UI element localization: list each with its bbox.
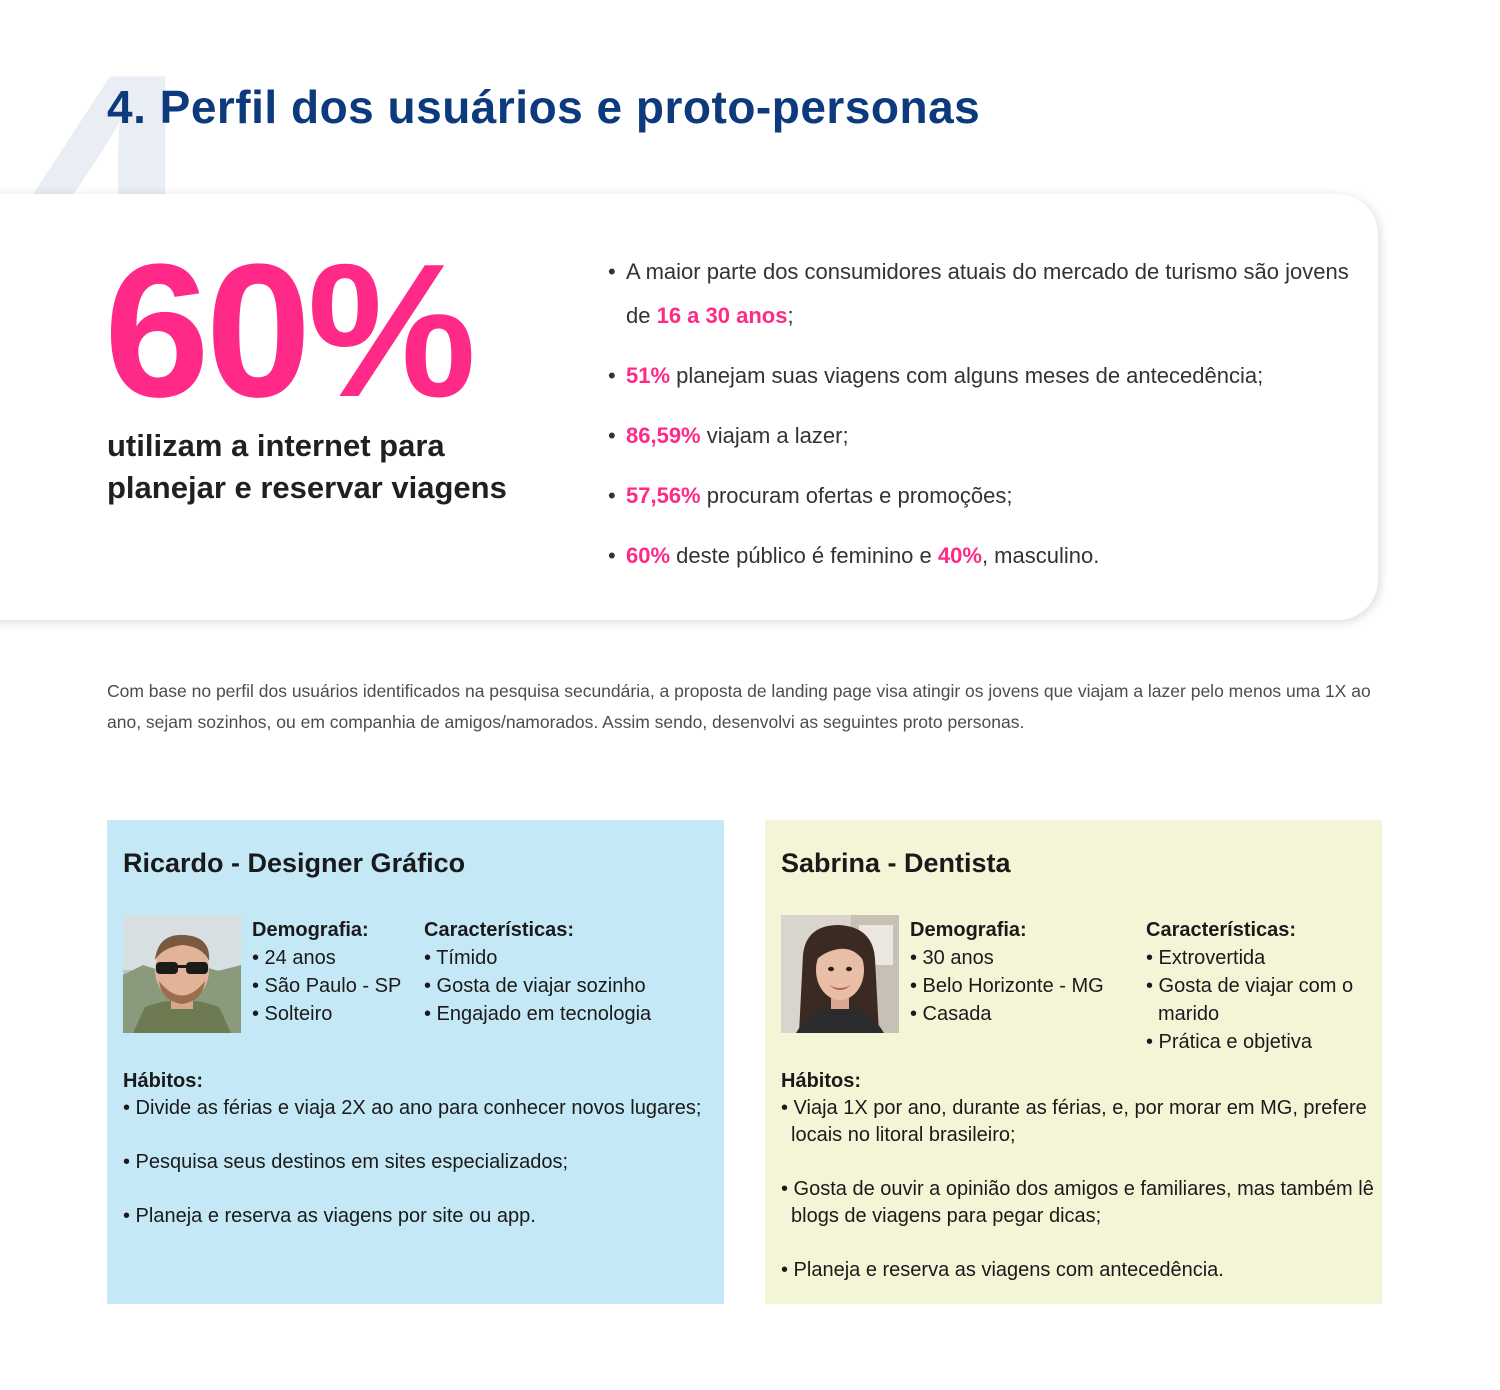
habitos-section bbox=[781, 1068, 1376, 1311]
habitos-section bbox=[123, 1068, 718, 1257]
habito-item: • Divide as férias e viaja 2X ao ano para conhecer novos lugares; bbox=[123, 1097, 702, 1119]
caracteristicas-column bbox=[1146, 916, 1366, 1056]
demografia-label: Demografia: bbox=[910, 919, 1027, 941]
habito-item: • Pesquisa seus destinos em sites especializados; bbox=[123, 1151, 569, 1173]
persona-card-sabrina bbox=[765, 820, 1382, 1304]
demografia-item: • Solteiro bbox=[252, 1003, 333, 1025]
persona-photo-ricardo bbox=[123, 915, 241, 1033]
habito-item: • Planeja e reserva as viagens com antecedência. bbox=[781, 1259, 1224, 1281]
facts-list bbox=[608, 250, 1378, 578]
big-stat-value: 60% bbox=[104, 225, 473, 437]
habito-item: • Planeja e reserva as viagens por site ou app. bbox=[123, 1205, 536, 1227]
demografia-item: • 30 anos bbox=[910, 947, 994, 969]
fact-item: • 60% deste público é feminino e 40%, masculino. bbox=[608, 534, 1378, 578]
intro-paragraph: Com base no perfil dos usuários identificados na pesquisa secundária, a proposta de landing page visa atingir os jovens que viajam a lazer pelo menos uma 1X ao ano, sejam sozinhos, ou em companhia de amigos/namorados. Assim sendo, desenvolvi as seguintes proto personas. bbox=[107, 681, 1371, 732]
habitos-label: Hábitos: bbox=[123, 1070, 203, 1092]
habitos-label: Hábitos: bbox=[781, 1070, 861, 1092]
demografia-item: • 24 anos bbox=[252, 947, 336, 969]
demografia-column bbox=[252, 916, 401, 1028]
persona-photo-sabrina bbox=[781, 915, 899, 1033]
caracteristicas-item: • Gosta de viajar sozinho bbox=[424, 975, 646, 997]
caracteristicas-label: Características: bbox=[424, 919, 575, 941]
caracteristicas-label: Características: bbox=[1146, 919, 1297, 941]
caracteristicas-item: • Engajado em tecnologia bbox=[424, 1003, 652, 1025]
fact-item: • A maior parte dos consumidores atuais do mercado de turismo são jovens de 16 a 30 anos; bbox=[608, 250, 1378, 338]
persona-card-ricardo bbox=[107, 820, 724, 1304]
caracteristicas-item: • Gosta de viajar com o marido bbox=[1146, 975, 1354, 1025]
persona-name: Ricardo - Designer Gráfico bbox=[123, 848, 466, 878]
caracteristicas-column bbox=[424, 916, 651, 1028]
persona-name: Sabrina - Dentista bbox=[781, 848, 1011, 878]
demografia-label: Demografia: bbox=[252, 919, 369, 941]
demografia-item: • São Paulo - SP bbox=[252, 975, 402, 997]
caracteristicas-item: • Prática e objetiva bbox=[1146, 1031, 1312, 1053]
fact-item: • 86,59% viajam a lazer; bbox=[608, 414, 1378, 458]
demografia-item: • Belo Horizonte - MG bbox=[910, 975, 1104, 997]
caracteristicas-item: • Tímido bbox=[424, 947, 498, 969]
habito-item: • Viaja 1X por ano, durante as férias, e, por morar em MG, prefere locais no litoral brasileiro; bbox=[781, 1097, 1367, 1146]
habito-item: • Gosta de ouvir a opinião dos amigos e familiares, mas também lê blogs de viagens para pegar dicas; bbox=[781, 1178, 1374, 1227]
page-title: 4. Perfil dos usuários e proto-personas bbox=[107, 81, 981, 133]
fact-item: • 51% planejam suas viagens com alguns meses de antecedência; bbox=[608, 354, 1378, 398]
demografia-column bbox=[910, 916, 1104, 1028]
demografia-item: • Casada bbox=[910, 1003, 992, 1025]
caracteristicas-item: • Extrovertida bbox=[1146, 947, 1266, 969]
big-stat-caption: utilizam a internet para planejar e reservar viagens bbox=[107, 428, 507, 505]
fact-item: • 57,56% procuram ofertas e promoções; bbox=[608, 474, 1378, 518]
